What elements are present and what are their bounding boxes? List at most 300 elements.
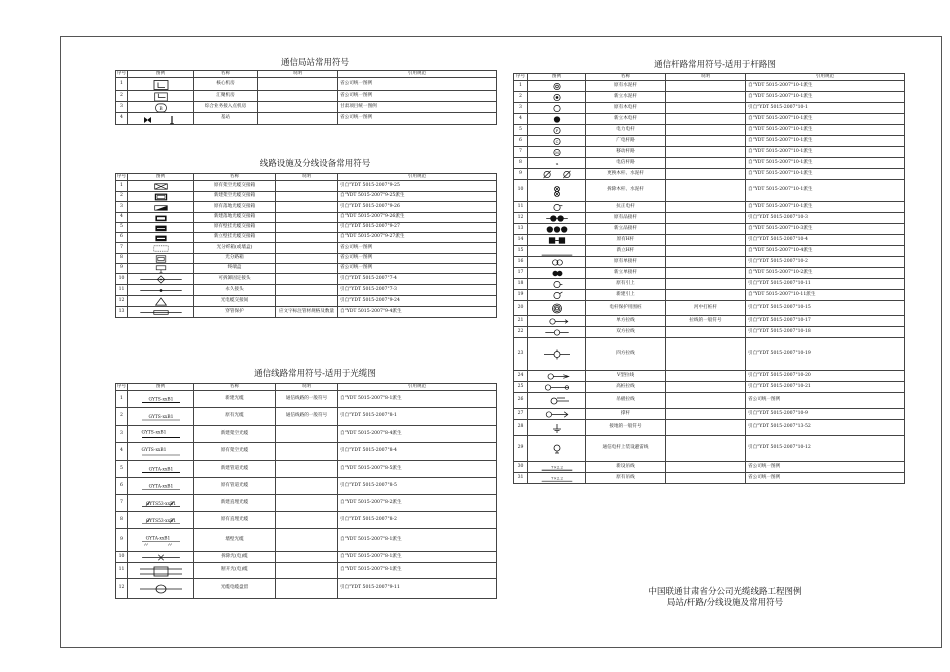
table-row bbox=[116, 552, 497, 563]
reference-standard: 自"YDT 5015-2007"8-5派生 bbox=[338, 461, 497, 478]
symbol-note bbox=[666, 268, 746, 279]
symbol-name: 原有架空光缆 bbox=[194, 443, 276, 461]
reference-standard: 自"YDT 5015-2007"9-27派生 bbox=[338, 233, 497, 243]
legend-symbol bbox=[528, 213, 586, 224]
svg-text:GYTS53-xxB1: GYTS53-xxB1 bbox=[145, 518, 176, 524]
symbol-name: 拆除木杆、水泥杆 bbox=[586, 180, 666, 202]
symbol-note: 通信线路的一般符号 bbox=[276, 408, 338, 426]
pole-tv-icon bbox=[532, 137, 582, 146]
table-row bbox=[514, 327, 905, 338]
legend-symbol bbox=[528, 420, 586, 436]
column-header: 序号 bbox=[514, 74, 528, 81]
reference-standard: 省公司统一图例 bbox=[746, 462, 905, 473]
row-number: 19 bbox=[514, 290, 528, 301]
row-number: 10 bbox=[116, 274, 128, 285]
column-header: 名称 bbox=[194, 174, 276, 181]
legend-symbol bbox=[528, 202, 586, 213]
table-row bbox=[514, 338, 905, 371]
table-row bbox=[116, 102, 497, 113]
reference-standard: 自"YDT 5015-2007"8-1派生 bbox=[338, 552, 497, 563]
table-row bbox=[116, 264, 497, 274]
table-row bbox=[514, 158, 905, 169]
symbol-name: 移动杆路 bbox=[586, 147, 666, 158]
row-number: 8 bbox=[116, 254, 128, 264]
symbol-note bbox=[666, 462, 746, 473]
svg-text:7×2.2: 7×2.2 bbox=[550, 474, 563, 480]
row-number: 4 bbox=[116, 213, 128, 223]
row-number: 16 bbox=[514, 257, 528, 268]
drawing-title-block bbox=[620, 587, 830, 609]
legend-symbol bbox=[128, 233, 194, 243]
table-row bbox=[116, 478, 497, 495]
symbol-note bbox=[666, 114, 746, 125]
symbol-name: 原有吊线 bbox=[586, 473, 666, 484]
row-number: 21 bbox=[514, 316, 528, 327]
reference-standard: 引自"YDT 5015-2007"7-3 bbox=[338, 285, 497, 296]
reference-standard: 甘肃项目统一图例 bbox=[338, 102, 497, 113]
reference-standard: 引自"YDT 5015-2007"8-5 bbox=[338, 478, 497, 495]
legend-symbol bbox=[528, 338, 586, 371]
legend-symbol bbox=[128, 426, 194, 443]
cable-coil-icon bbox=[136, 580, 186, 598]
row-number: 15 bbox=[514, 246, 528, 257]
pole-power-icon bbox=[532, 126, 582, 135]
splitter-box-icon bbox=[136, 244, 186, 253]
column-header: 说明 bbox=[666, 74, 746, 81]
symbol-name: 电力电杆 bbox=[586, 125, 666, 136]
cabinet-overhead-existing-icon bbox=[136, 182, 186, 191]
symbol-name: 新立水泥杆 bbox=[586, 92, 666, 103]
table-row bbox=[514, 246, 905, 257]
symbol-name: 原有H杆 bbox=[586, 235, 666, 246]
symbol-name: 墙壁光缆 bbox=[194, 529, 276, 552]
legend-symbol bbox=[528, 235, 586, 246]
table-row bbox=[116, 408, 497, 426]
symbol-name: 断开光(电)缆 bbox=[194, 563, 276, 579]
table-row bbox=[116, 223, 497, 233]
symbol-name: 永久接头 bbox=[194, 285, 276, 296]
row-number: 27 bbox=[514, 409, 528, 420]
svg-text:GYTS-xxB1: GYTS-xxB1 bbox=[141, 447, 166, 453]
row-number: 17 bbox=[514, 268, 528, 279]
symbol-note bbox=[276, 233, 338, 243]
table-row bbox=[514, 316, 905, 327]
symbol-note bbox=[276, 552, 338, 563]
pole-protect-icon bbox=[532, 302, 582, 315]
symbol-name: 高桩拉线 bbox=[586, 382, 666, 393]
column-header: 名称 bbox=[194, 71, 258, 78]
reference-standard: 引自"YDT 5015-2007"8-1 bbox=[338, 408, 497, 426]
reference-standard: 自"YDT 5015-2007"10-1派生 bbox=[746, 114, 905, 125]
base-station-icon bbox=[136, 114, 186, 124]
table-row bbox=[514, 92, 905, 103]
svg-text:7×2.2: 7×2.2 bbox=[550, 463, 563, 469]
table-row bbox=[514, 290, 905, 301]
legend-symbol bbox=[128, 113, 194, 125]
legend-symbol bbox=[528, 224, 586, 235]
core-room-icon bbox=[136, 79, 186, 90]
legend-symbol bbox=[128, 461, 194, 478]
reference-standard: 自"YDT 5015-2007"8-2派生 bbox=[338, 495, 497, 512]
cable-buried-new-icon bbox=[136, 496, 186, 511]
legend-symbol bbox=[528, 393, 586, 409]
symbol-note: 通信线路的一般符号 bbox=[276, 391, 338, 408]
column-header: 图例 bbox=[128, 71, 194, 78]
row-number: 22 bbox=[514, 327, 528, 338]
symbol-note bbox=[666, 224, 746, 235]
row-number: 20 bbox=[514, 301, 528, 316]
cabinet-floor-new-icon bbox=[136, 214, 186, 222]
table-header-row bbox=[116, 384, 497, 391]
symbol-name: 汇聚机房 bbox=[194, 91, 258, 102]
reference-standard: 自"YDT 5015-2007"8-4派生 bbox=[338, 426, 497, 443]
table-row bbox=[514, 393, 905, 409]
legend-symbol bbox=[128, 495, 194, 512]
row-number: 4 bbox=[514, 114, 528, 125]
detachable-joint-icon bbox=[136, 275, 186, 284]
reference-standard: 自"YDT 5015-2007"10-2派生 bbox=[746, 268, 905, 279]
reference-standard: 引自"YDT 5015-2007"13-52 bbox=[746, 420, 905, 436]
symbol-note bbox=[666, 136, 746, 147]
table-row bbox=[514, 213, 905, 224]
symbol-name: 原有品接杆 bbox=[586, 213, 666, 224]
column-header: 引用规范 bbox=[746, 74, 905, 81]
legend-symbol bbox=[528, 382, 586, 393]
symbol-note bbox=[666, 213, 746, 224]
reference-standard: 自"YDT 5015-2007"10-3派生 bbox=[746, 224, 905, 235]
table-row bbox=[116, 285, 497, 296]
cable-new-icon bbox=[136, 392, 186, 407]
row-number: 23 bbox=[514, 338, 528, 371]
symbol-note bbox=[276, 274, 338, 285]
symbol-name: 新建架空光缆 bbox=[194, 426, 276, 443]
row-number: 25 bbox=[514, 382, 528, 393]
symbol-note bbox=[258, 113, 338, 125]
symbol-name: 原有落地光缆交接箱 bbox=[194, 202, 276, 213]
symbol-name: 新立单接杆 bbox=[586, 268, 666, 279]
table-row bbox=[514, 268, 905, 279]
table-row bbox=[116, 391, 497, 408]
reference-standard: 省公司统一图例 bbox=[338, 78, 497, 91]
reference-standard: 自"YDT 5015-2007"10-1派生 bbox=[746, 136, 905, 147]
reference-standard: 省公司统一图例 bbox=[338, 113, 497, 125]
legend-symbol bbox=[128, 443, 194, 461]
row-number: 29 bbox=[514, 436, 528, 462]
svg-text:C: C bbox=[555, 139, 558, 144]
legend-symbol bbox=[128, 264, 194, 274]
table-row bbox=[116, 307, 497, 318]
pole-telecom-icon bbox=[532, 159, 582, 168]
symbol-name: 原有引上 bbox=[586, 279, 666, 290]
row-number: 12 bbox=[514, 213, 528, 224]
cable-duct-new-icon bbox=[136, 462, 186, 477]
reference-standard: 引自"YDT 5015-2007"9-11 bbox=[338, 579, 497, 599]
reference-standard: 自"YDT 5015-2007"10-1派生 bbox=[746, 125, 905, 136]
reference-standard: 引自"YDT 5015-2007"10-1 bbox=[746, 103, 905, 114]
table-row bbox=[514, 420, 905, 436]
symbol-note bbox=[666, 279, 746, 290]
terminal-box-icon bbox=[136, 265, 186, 273]
legend-symbol bbox=[528, 257, 586, 268]
symbol-note bbox=[666, 125, 746, 136]
reference-standard: 自"YDT 5015-2007"8-1派生 bbox=[338, 529, 497, 552]
column-header: 序号 bbox=[116, 173, 127, 179]
legend-symbol bbox=[528, 301, 586, 316]
row-number: 30 bbox=[514, 462, 528, 473]
symbol-note bbox=[276, 254, 338, 264]
table-row bbox=[514, 382, 905, 393]
lightning-wire-icon bbox=[532, 437, 582, 461]
symbol-name: 原有单接杆 bbox=[586, 257, 666, 268]
legend-symbol bbox=[128, 552, 194, 563]
symbol-note bbox=[276, 213, 338, 223]
reference-standard: 引自"YDT 5015-2007"8-4 bbox=[338, 443, 497, 461]
row-number: 13 bbox=[116, 307, 128, 318]
reference-standard: 自"YDT 5015-2007"10-1派生 bbox=[746, 81, 905, 92]
table-row bbox=[116, 254, 497, 264]
legend-symbol bbox=[528, 371, 586, 382]
symbol-name: 原有架空光缆交接箱 bbox=[194, 181, 276, 192]
symbol-note bbox=[666, 290, 746, 301]
symbol-note bbox=[666, 92, 746, 103]
table-row bbox=[116, 563, 497, 579]
table-title-facilities: 线路设施及分线设备常用符号 bbox=[259, 159, 371, 169]
table-row bbox=[116, 181, 497, 192]
pole-wood-new-icon bbox=[532, 115, 582, 124]
table-row bbox=[514, 169, 905, 180]
symbol-name: 光分路箱 bbox=[194, 254, 276, 264]
table-row bbox=[116, 192, 497, 202]
symbol-note bbox=[276, 563, 338, 579]
row-number: 5 bbox=[514, 125, 528, 136]
legend-symbol bbox=[128, 254, 194, 264]
row-number: 1 bbox=[514, 81, 528, 92]
guy-v-icon bbox=[532, 372, 582, 381]
symbol-name: 光电缆交接间 bbox=[194, 296, 276, 307]
table-row bbox=[116, 91, 497, 102]
row-number: 18 bbox=[514, 279, 528, 290]
legend-symbol bbox=[128, 274, 194, 285]
symbol-name: 新立木电杆 bbox=[586, 114, 666, 125]
symbol-name: 抗正电杆 bbox=[586, 202, 666, 213]
symbol-note bbox=[666, 473, 746, 484]
symbol-name: 吊板拉线 bbox=[586, 393, 666, 409]
symbol-name: 原有水泥杆 bbox=[586, 81, 666, 92]
symbol-note bbox=[666, 420, 746, 436]
messenger-new-icon bbox=[532, 463, 582, 472]
table-row bbox=[514, 235, 905, 246]
symbol-note bbox=[276, 512, 338, 529]
row-number: 11 bbox=[514, 202, 528, 213]
legend-symbol bbox=[528, 169, 586, 180]
reference-standard: 引自"YDT 5015-2007"10-18 bbox=[746, 327, 905, 338]
table-row bbox=[514, 257, 905, 268]
guy-stub-icon bbox=[532, 394, 582, 408]
conduit-protection-icon bbox=[136, 308, 186, 317]
table-row bbox=[116, 233, 497, 243]
pole-stub-icon bbox=[532, 203, 582, 212]
guy-four-icon bbox=[532, 339, 582, 370]
cable-overhead-existing-icon bbox=[136, 444, 186, 460]
legend-symbol bbox=[528, 81, 586, 92]
reference-standard: 引自"YDT 5015-2007"10-4 bbox=[746, 235, 905, 246]
symbol-note bbox=[276, 296, 338, 307]
legend-symbol bbox=[128, 285, 194, 296]
symbol-name: 光分纤箱(或墙盒) bbox=[194, 243, 276, 254]
table-row bbox=[514, 301, 905, 316]
symbol-name: 新建架空光缆交接箱 bbox=[194, 192, 276, 202]
table-row bbox=[116, 78, 497, 91]
row-number: 6 bbox=[514, 136, 528, 147]
legend-symbol bbox=[128, 307, 194, 318]
pole-replace-icon bbox=[532, 170, 582, 179]
symbol-note bbox=[666, 382, 746, 393]
column-header: 序号 bbox=[116, 383, 127, 389]
row-number: 8 bbox=[514, 158, 528, 169]
symbol-note bbox=[666, 81, 746, 92]
reference-standard: 自"YDT 5015-2007"10-1派生 bbox=[746, 92, 905, 103]
pole-single-existing-icon bbox=[532, 258, 582, 267]
svg-text:P: P bbox=[555, 128, 558, 133]
row-number: 1 bbox=[116, 181, 128, 192]
reference-standard: 省公司统一图例 bbox=[338, 264, 497, 274]
facilities-symbol-table bbox=[115, 173, 497, 318]
column-header: 说明 bbox=[276, 384, 338, 391]
symbol-name: 更换木杆、水泥杆 bbox=[586, 169, 666, 180]
row-number: 12 bbox=[116, 296, 128, 307]
symbol-name: 拆除光(电)缆 bbox=[194, 552, 276, 563]
symbol-name: 核心机房 bbox=[194, 78, 258, 91]
pole-mobile-icon bbox=[532, 148, 582, 157]
reference-standard: 省公司统一图例 bbox=[338, 254, 497, 264]
table-row bbox=[514, 114, 905, 125]
cabinet-overhead-new-icon bbox=[136, 193, 186, 201]
brace-pole-icon bbox=[532, 410, 582, 419]
row-number: 5 bbox=[116, 461, 128, 478]
cable-remove-icon bbox=[136, 553, 186, 562]
cable-lines-symbol-table bbox=[115, 383, 497, 599]
svg-text:GYTA-xxB1: GYTA-xxB1 bbox=[145, 536, 170, 541]
legend-symbol bbox=[528, 103, 586, 114]
row-number: 7 bbox=[116, 495, 128, 512]
reference-standard: 引自"YDT 5015-2007"10-21 bbox=[746, 382, 905, 393]
row-number: 7 bbox=[514, 147, 528, 158]
reference-standard: 引自"YDT 5015-2007"10-19 bbox=[746, 338, 905, 371]
symbol-note bbox=[258, 91, 338, 102]
cable-wall-icon bbox=[136, 530, 186, 551]
symbol-name: 电杆保护用围桩 bbox=[586, 301, 666, 316]
symbol-name: 电信杆路 bbox=[586, 158, 666, 169]
legend-symbol bbox=[128, 529, 194, 552]
reference-standard: 引自"YDT 5015-2007"10-3 bbox=[746, 213, 905, 224]
symbol-name: 新建管道光缆 bbox=[194, 461, 276, 478]
cable-buried-existing-icon bbox=[136, 513, 186, 528]
symbol-name: 基站 bbox=[194, 113, 258, 125]
symbol-note bbox=[666, 327, 746, 338]
table-row bbox=[514, 279, 905, 290]
reference-standard: 引自"YDT 5015-2007"8-2 bbox=[338, 512, 497, 529]
legend-symbol bbox=[528, 268, 586, 279]
table-row bbox=[116, 495, 497, 512]
legend-symbol bbox=[128, 391, 194, 408]
pole-double-new-icon bbox=[532, 225, 582, 234]
symbol-note bbox=[276, 192, 338, 202]
symbol-name: 原有管道光缆 bbox=[194, 478, 276, 495]
svg-text:GYTS53-xxB1: GYTS53-xxB1 bbox=[145, 501, 176, 507]
table-row bbox=[514, 103, 905, 114]
column-header: 名称 bbox=[194, 384, 276, 391]
legend-symbol bbox=[528, 246, 586, 257]
legend-symbol bbox=[528, 327, 586, 338]
symbol-note bbox=[666, 436, 746, 462]
row-number: 3 bbox=[116, 102, 128, 113]
reference-standard: 自"YDT 5015-2007"10-11派生 bbox=[746, 290, 905, 301]
guy-double-icon bbox=[532, 328, 582, 337]
legend-symbol bbox=[528, 462, 586, 473]
symbol-name: 终端盒 bbox=[194, 264, 276, 274]
pole-wood-existing-icon bbox=[532, 104, 582, 113]
symbol-note bbox=[276, 426, 338, 443]
svg-text:u: u bbox=[555, 160, 558, 166]
symbol-name: 原有壁挂光缆交接箱 bbox=[194, 223, 276, 233]
pole-single-new-icon bbox=[532, 269, 582, 278]
reference-standard: 引自"YDT 5015-2007"10-20 bbox=[746, 371, 905, 382]
pole-lines-symbol-table bbox=[513, 73, 905, 484]
messenger-existing-icon bbox=[532, 474, 582, 483]
drawing-title-line2: 局站/杆路/分线设施及常用符号 bbox=[666, 598, 784, 608]
access-point-room-icon bbox=[136, 103, 186, 112]
table-row bbox=[514, 409, 905, 420]
legend-symbol bbox=[528, 316, 586, 327]
cable-existing-icon bbox=[136, 409, 186, 425]
legend-symbol bbox=[128, 181, 194, 192]
symbol-note bbox=[666, 409, 746, 420]
drawing-title-line1: 中国联通甘肃省分公司光缆线路工程图例 bbox=[648, 587, 802, 597]
symbol-note bbox=[666, 147, 746, 158]
reference-standard: 自"YDT 5015-2007"10-1派生 bbox=[746, 202, 905, 213]
symbol-name: 综合业务接入点机房 bbox=[194, 102, 258, 113]
symbol-note bbox=[276, 443, 338, 461]
table-row bbox=[116, 274, 497, 285]
table-row bbox=[514, 436, 905, 462]
aggregation-room-icon bbox=[136, 92, 186, 101]
symbol-name: 新建引上 bbox=[586, 290, 666, 301]
row-number: 9 bbox=[116, 529, 128, 552]
cabinet-wall-existing-icon bbox=[136, 224, 186, 232]
table-header-row bbox=[514, 74, 905, 81]
legend-symbol bbox=[528, 290, 586, 301]
table-row bbox=[116, 213, 497, 223]
svg-text:B: B bbox=[158, 106, 163, 112]
symbol-name: 新建落地光缆交接箱 bbox=[194, 213, 276, 223]
reference-standard: 引自"YDT 5015-2007"10-15 bbox=[746, 301, 905, 316]
svg-text:GYTS-xxB1: GYTS-xxB1 bbox=[148, 397, 173, 402]
pole-remove-icon bbox=[532, 181, 582, 201]
table-header-row bbox=[116, 71, 497, 78]
row-number: 6 bbox=[116, 233, 128, 243]
table-row bbox=[116, 243, 497, 254]
cable-duct-existing-icon bbox=[136, 479, 186, 494]
legend-symbol bbox=[528, 409, 586, 420]
symbol-note: 河中打桩杆 bbox=[666, 301, 746, 316]
table-row bbox=[514, 125, 905, 136]
pole-h-existing-icon bbox=[532, 236, 582, 245]
reference-standard: 引自"YDT 5015-2007"7-4 bbox=[338, 274, 497, 285]
symbol-note bbox=[276, 243, 338, 254]
legend-symbol bbox=[128, 192, 194, 202]
reference-standard: 省公司统一图例 bbox=[746, 393, 905, 409]
cable-overhead-new-icon bbox=[136, 427, 186, 442]
